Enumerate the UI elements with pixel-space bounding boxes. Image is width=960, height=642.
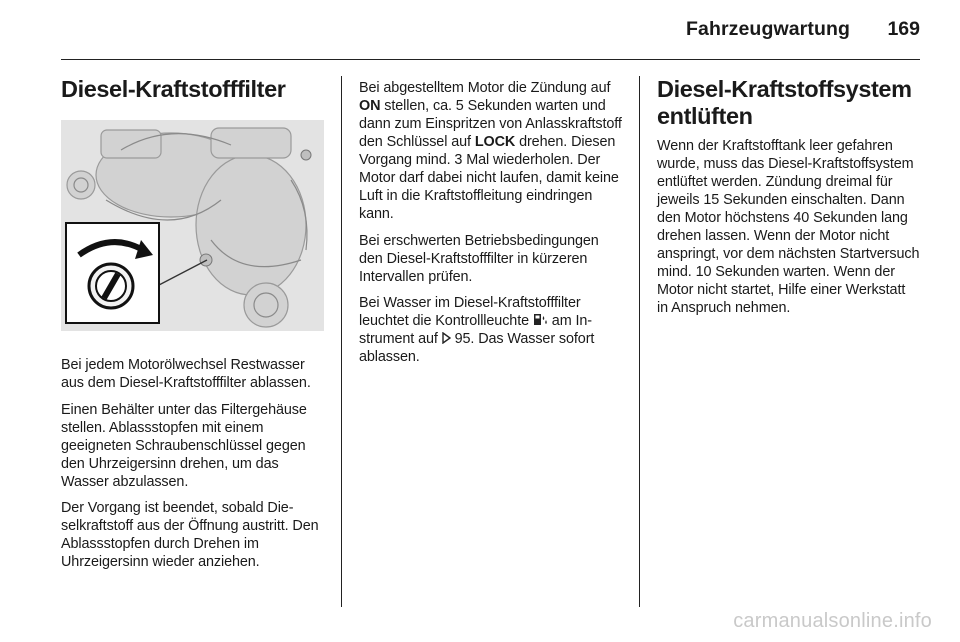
paragraph-water-warning	[359, 294, 622, 366]
water-in-fuel-icon	[533, 313, 548, 326]
paragraph-procedure-complete: Der Vorgang ist beendet, sobald Dieselkraftstoff aus der Öffnung austritt. Den Ablassstopfen durch Drehen im Uhrzeigersinn wieder anziehen.	[61, 500, 319, 570]
paragraph-container-instructions: Einen Behälter unter das Filtergehäuse stellen. Ablassstopfen mit einem geeigneten Schraubenschlüssel gegen den Uhrzeigersinn drehen, um das Wasser abzulassen.	[61, 401, 307, 490]
watermark: carmanualsonline.info	[733, 610, 932, 632]
engine-illustration	[61, 120, 324, 331]
paragraph-residual-water: Bei jedem Motorölwechsel Restwasser aus dem Diesel-Kraftstofffilter ablassen.	[61, 357, 311, 391]
text-segment: drehen. Diesen Vorgang mind. 3 Mal wiederholen. Der Motor darf dabei nicht laufen, damit keine Luft in die Kraftstoffleitung eindringen kann.	[359, 134, 619, 222]
column-divider-1	[341, 76, 342, 607]
page-reference-arrow-icon[interactable]	[442, 332, 451, 344]
column-3	[657, 76, 920, 326]
paragraph-ignition-priming	[359, 79, 622, 223]
column-1	[61, 76, 324, 580]
text-segment: 95. Das Wasser sofort ablassen.	[359, 331, 595, 365]
column-divider-2	[639, 76, 640, 607]
section-title: Fahrzeugwartung	[685, 18, 850, 40]
paragraph-bleeding-procedure: Wenn der Kraftstofftank leer gefahren wurde, muss das Diesel-Kraftstoffsystem entlüftet werden. Zündung dreimal für jeweils 15 Sekunden einschalten. Dann den Motor höchstens 40 Sekunden lang drehen lassen. Wenn der Motor nicht anspringt, vor dem nächsten Startversuch mind. 10 Sekunden warten. Wenn der Motor nicht startet, Hilfe einer Werkstatt in Anspruch nehmen.	[657, 138, 920, 316]
text-segment: stellen, ca. 5 Sekunden warten und dann zum Einspritzen von Anlasskraftstoff den Schlüssel auf	[359, 98, 622, 150]
paragraph-difficult-conditions: Bei erschwerten Betriebsbedingungen den Diesel-Kraftstofffilter in kürzeren Intervallen prüfen.	[359, 232, 599, 285]
heading-diesel-filter: Diesel-Kraftstofffilter	[61, 76, 286, 102]
column-2	[359, 79, 622, 375]
text-segment: am Instrument auf	[359, 313, 593, 347]
ignition-on-keyword: ON	[359, 98, 381, 114]
page-number: 169	[887, 18, 920, 40]
header-divider	[61, 59, 920, 60]
ignition-lock-keyword: LOCK	[474, 134, 516, 150]
heading-bleed-fuel-system: Diesel-Kraftstoffsystem entlüften	[657, 76, 912, 129]
text-segment: Bei Wasser im Diesel-Kraftstofffilter leuchtet die Kontrollleuchte	[359, 295, 581, 329]
text-segment: Bei abgestelltem Motor die Zündung auf	[359, 80, 611, 96]
drain-plug-rotate-illustration	[61, 120, 324, 331]
